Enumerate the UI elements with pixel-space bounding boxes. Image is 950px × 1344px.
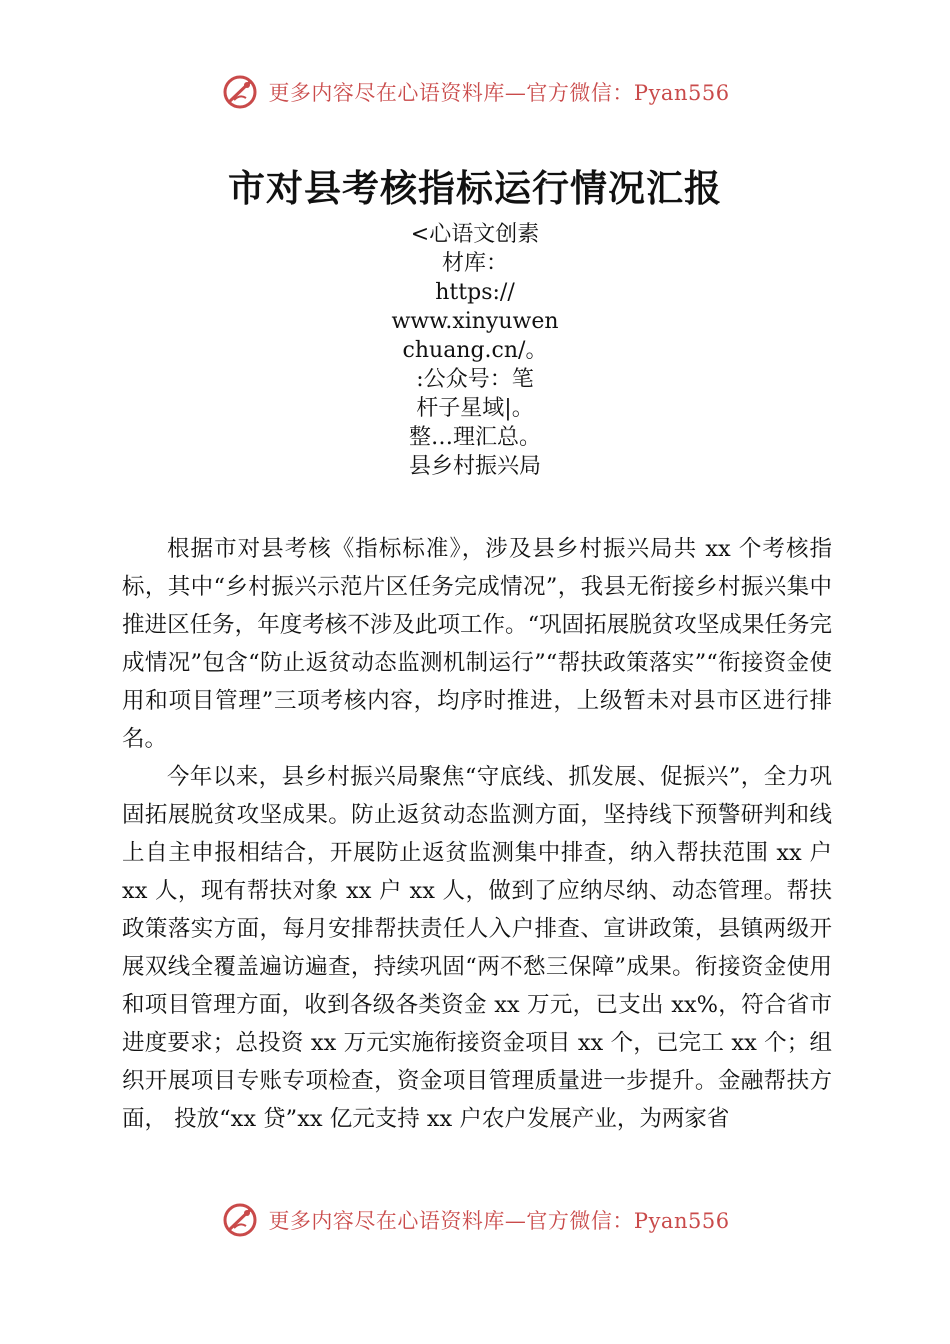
source-note-line: :公众号：笔 bbox=[416, 367, 534, 392]
source-note-line: 材库： bbox=[441, 251, 508, 276]
body-paragraph: 根据市对县考核《指标标准》，涉及县乡村振兴局共 xx 个考核指标，其中“乡村振兴示范片区任务完成情况”，我县无衔接乡村振兴集中推进区任务，年度考核不涉及此项工作。“巩固拓展脱贫攻坚成果任务完成情况”包含“防止返贫动态监测机制运行”“帮扶政策落实”“衔接资金使用和项目管理”三项考核内容，均序时推进，上级暂未对县市区进行排名。 bbox=[122, 536, 832, 752]
author-unit: 县乡村振兴局 bbox=[408, 454, 541, 479]
document-title: 市对县考核指标运行情况汇报 bbox=[228, 166, 722, 210]
source-note-line: chuang.cn/。 bbox=[402, 338, 548, 363]
watermark-text: 更多内容尽在心语资料库—官方微信：Pyan556 bbox=[268, 81, 730, 105]
source-note-line: www.xinyuwen bbox=[391, 309, 559, 334]
source-note-line: 整…理汇总。 bbox=[408, 425, 541, 450]
source-note bbox=[360, 220, 590, 481]
watermark-banner-bottom bbox=[0, 1198, 950, 1242]
pen-logo-icon bbox=[220, 72, 260, 112]
body-paragraph: 今年以来，县乡村振兴局聚焦“守底线、抓发展、促振兴”，全力巩固拓展脱贫攻坚成果。防止返贫动态监测方面，坚持线下预警研判和线上自主申报相结合，开展防止返贫监测集中排查，纳入帮扶范围 xx 户 xx 人，现有帮扶对象 xx 户 xx 人，做到了应纳尽纳、动态管理。帮扶政策落实方面，每月安排帮扶责任人入户排查、宣讲政策，县镇两级开展双线全覆盖遍访遍查，持续巩固“两不愁三保障”成果。衔接资金使用和项目管理方面，收到各级各类资金 xx 万元，已支出 xx%，符合省市进度要求；总投资 xx 万元实施衔接资金项目 xx 个，已完工 xx 个；组织开展项目专账专项检查，资金项目管理质量进一步提升。金融帮扶方面， 投放“xx 贷”xx 亿元支持 xx 户农户发展产业，为两家省 bbox=[122, 764, 832, 1132]
source-note-line: <心语文创素 bbox=[410, 222, 540, 247]
watermark-text: 更多内容尽在心语资料库—官方微信：Pyan556 bbox=[268, 1209, 730, 1233]
pen-logo-icon bbox=[220, 1200, 260, 1240]
source-note-line: https:// bbox=[435, 280, 515, 305]
watermark-banner-top bbox=[0, 70, 950, 114]
source-note-line: 杆子星域|。 bbox=[416, 396, 534, 421]
document-body bbox=[122, 530, 832, 1138]
